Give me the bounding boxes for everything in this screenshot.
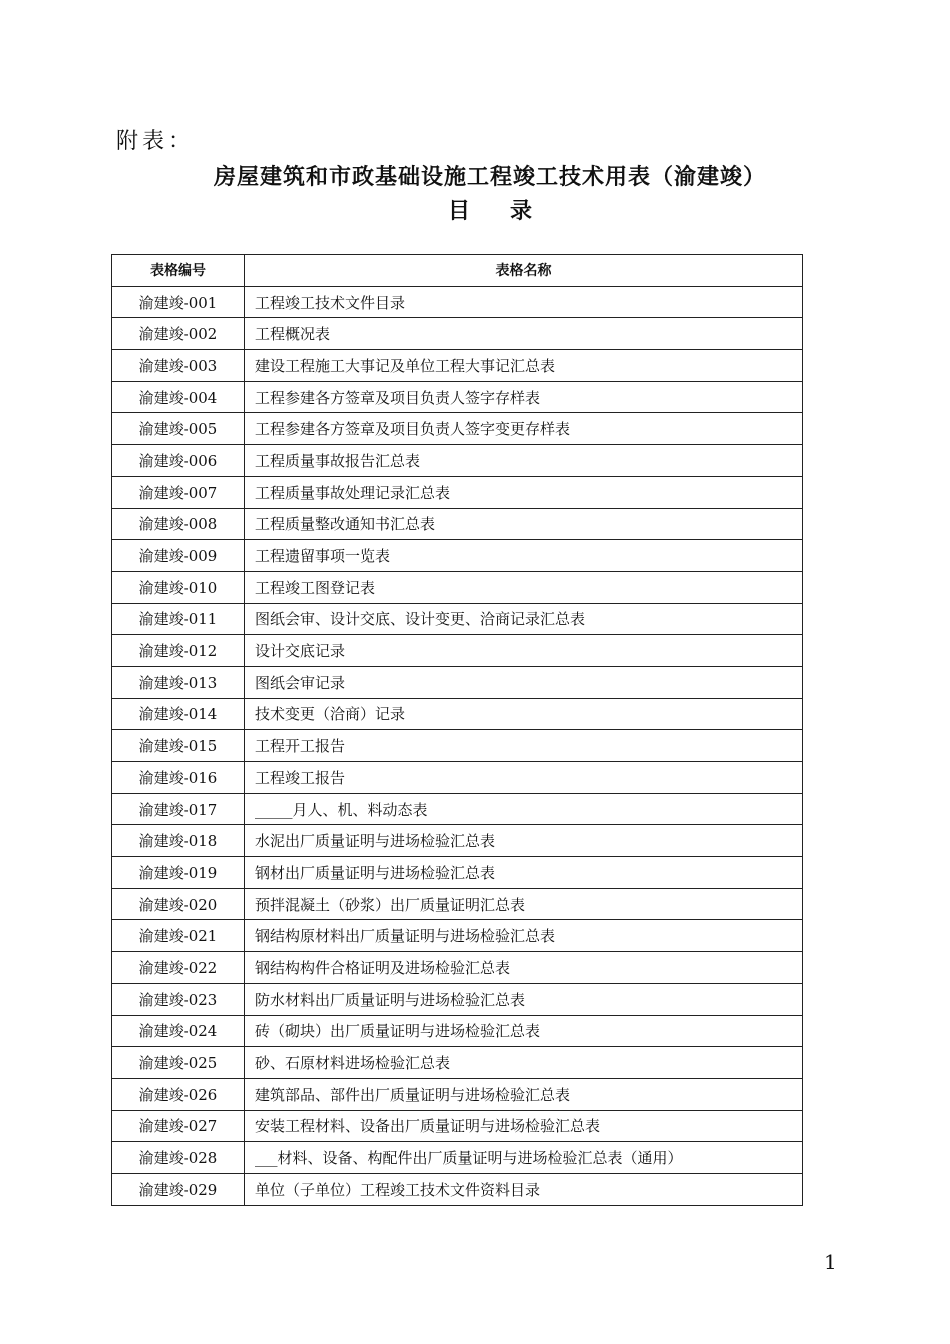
form-name-cell: 技术变更（洽商）记录 (245, 698, 803, 730)
toc-table (111, 254, 803, 1206)
form-name-cell: 工程竣工技术文件目录 (245, 286, 803, 318)
form-name-cell: 工程开工报告 (245, 730, 803, 762)
form-code-cell: 渝建竣-009 (112, 540, 245, 572)
table-row (112, 730, 803, 762)
form-name-cell: 建筑部品、部件出厂质量证明与进场检验汇总表 (245, 1078, 803, 1110)
form-name-cell: 工程质量事故处理记录汇总表 (245, 476, 803, 508)
form-code-cell: 渝建竣-029 (112, 1173, 245, 1205)
form-code-cell: 渝建竣-007 (112, 476, 245, 508)
form-code-cell: 渝建竣-014 (112, 698, 245, 730)
form-code-cell: 渝建竣-017 (112, 793, 245, 825)
form-code-cell: 渝建竣-016 (112, 762, 245, 794)
form-name-cell: 工程竣工图登记表 (245, 571, 803, 603)
form-code-cell: 渝建竣-013 (112, 666, 245, 698)
table-row (112, 286, 803, 318)
form-name-cell: 钢结构原材料出厂质量证明与进场检验汇总表 (245, 920, 803, 952)
table-row (112, 1173, 803, 1205)
form-name-cell: 单位（子单位）工程竣工技术文件资料目录 (245, 1173, 803, 1205)
form-name-cell: 图纸会审、设计交底、设计变更、洽商记录汇总表 (245, 603, 803, 635)
table-row (112, 666, 803, 698)
form-code-cell: 渝建竣-026 (112, 1078, 245, 1110)
form-name-cell: _____月人、机、料动态表 (245, 793, 803, 825)
subtitle-char-mu: 目 (447, 198, 470, 224)
table-row (112, 857, 803, 889)
form-code-cell: 渝建竣-012 (112, 635, 245, 667)
table-row (112, 952, 803, 984)
form-name-cell: 防水材料出厂质量证明与进场检验汇总表 (245, 983, 803, 1015)
page-number: 1 (824, 1250, 837, 1274)
table-row (112, 635, 803, 667)
table-row (112, 698, 803, 730)
form-code-cell: 渝建竣-008 (112, 508, 245, 540)
table-row (112, 1047, 803, 1079)
form-code-cell: 渝建竣-005 (112, 413, 245, 445)
table-row (112, 888, 803, 920)
table-row (112, 571, 803, 603)
form-code-cell: 渝建竣-011 (112, 603, 245, 635)
form-name-cell: 工程参建各方签章及项目负责人签字存样表 (245, 381, 803, 413)
table-row (112, 540, 803, 572)
form-name-cell: 工程质量整改通知书汇总表 (245, 508, 803, 540)
form-code-cell: 渝建竣-015 (112, 730, 245, 762)
column-header-code: 表格编号 (112, 255, 245, 287)
form-name-cell: 砂、石原材料进场检验汇总表 (245, 1047, 803, 1079)
column-header-name: 表格名称 (245, 255, 803, 287)
form-name-cell: 工程遗留事项一览表 (245, 540, 803, 572)
table-row (112, 920, 803, 952)
form-code-cell: 渝建竣-006 (112, 445, 245, 477)
form-name-cell: 工程竣工报告 (245, 762, 803, 794)
form-code-cell: 渝建竣-010 (112, 571, 245, 603)
document-subtitle (110, 194, 870, 225)
form-name-cell: 图纸会审记录 (245, 666, 803, 698)
form-name-cell: ___材料、设备、构配件出厂质量证明与进场检验汇总表（通用） (245, 1142, 803, 1174)
table-row (112, 1078, 803, 1110)
form-name-cell: 安装工程材料、设备出厂质量证明与进场检验汇总表 (245, 1110, 803, 1142)
table-row (112, 603, 803, 635)
form-name-cell: 砖（砌块）出厂质量证明与进场检验汇总表 (245, 1015, 803, 1047)
form-code-cell: 渝建竣-003 (112, 350, 245, 382)
form-name-cell: 工程参建各方签章及项目负责人签字变更存样表 (245, 413, 803, 445)
table-row (112, 413, 803, 445)
table-row (112, 508, 803, 540)
form-code-cell: 渝建竣-025 (112, 1047, 245, 1079)
form-name-cell: 水泥出厂质量证明与进场检验汇总表 (245, 825, 803, 857)
form-name-cell: 设计交底记录 (245, 635, 803, 667)
form-code-cell: 渝建竣-021 (112, 920, 245, 952)
document-title: 房屋建筑和市政基础设施工程竣工技术用表（渝建竣） (213, 164, 766, 190)
subtitle-char-lu: 录 (510, 198, 533, 224)
table-row (112, 762, 803, 794)
table-row (112, 825, 803, 857)
form-name-cell: 工程概况表 (245, 318, 803, 350)
form-code-cell: 渝建竣-019 (112, 857, 245, 889)
form-code-cell: 渝建竣-023 (112, 983, 245, 1015)
form-code-cell: 渝建竣-020 (112, 888, 245, 920)
form-code-cell: 渝建竣-018 (112, 825, 245, 857)
table-row (112, 1015, 803, 1047)
form-code-cell: 渝建竣-022 (112, 952, 245, 984)
form-name-cell: 钢材出厂质量证明与进场检验汇总表 (245, 857, 803, 889)
form-code-cell: 渝建竣-027 (112, 1110, 245, 1142)
form-name-cell: 钢结构构件合格证明及进场检验汇总表 (245, 952, 803, 984)
form-name-cell: 预拌混凝土（砂浆）出厂质量证明汇总表 (245, 888, 803, 920)
table-row (112, 983, 803, 1015)
table-body (112, 286, 803, 1205)
table-row (112, 1142, 803, 1174)
table-row (112, 381, 803, 413)
table-row (112, 350, 803, 382)
table-row (112, 445, 803, 477)
form-name-cell: 建设工程施工大事记及单位工程大事记汇总表 (245, 350, 803, 382)
table-row (112, 793, 803, 825)
form-code-cell: 渝建竣-028 (112, 1142, 245, 1174)
table-header-row (112, 255, 803, 287)
form-name-cell: 工程质量事故报告汇总表 (245, 445, 803, 477)
table-row (112, 476, 803, 508)
form-code-cell: 渝建竣-001 (112, 286, 245, 318)
form-code-cell: 渝建竣-002 (112, 318, 245, 350)
appendix-label: 附表： (116, 129, 195, 154)
form-code-cell: 渝建竣-004 (112, 381, 245, 413)
form-code-cell: 渝建竣-024 (112, 1015, 245, 1047)
table-row (112, 318, 803, 350)
table-row (112, 1110, 803, 1142)
